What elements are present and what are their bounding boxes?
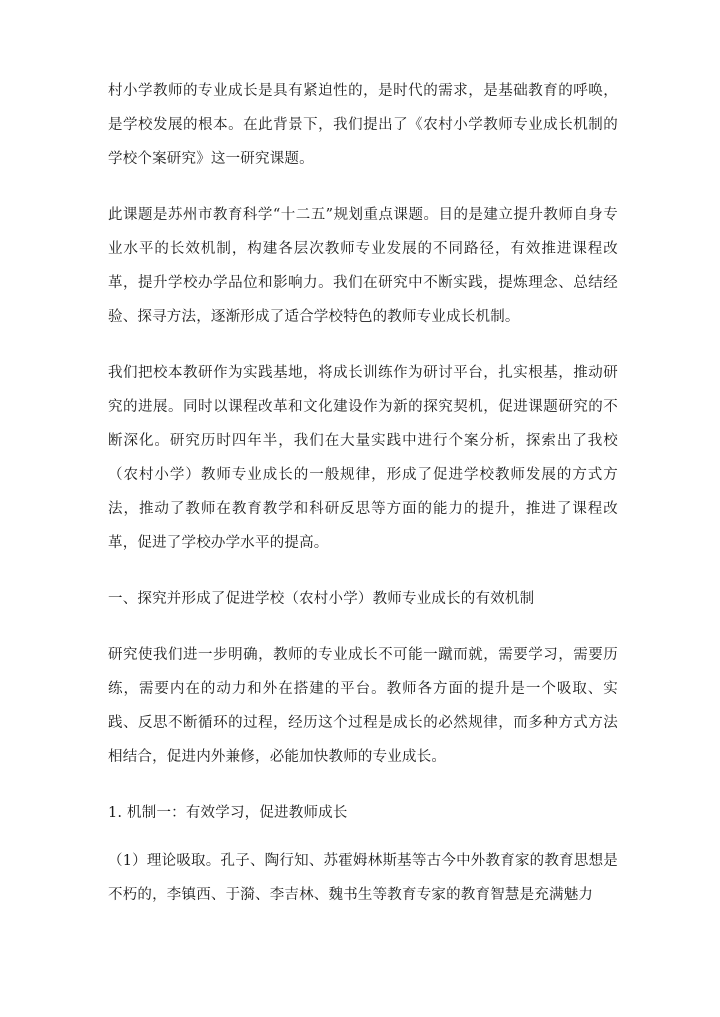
paragraph-theory-learning: （1）理论吸取。孔子、陶行知、苏霍姆林斯基等古今中外教育家的教育思想是不朽的，李镇西、于漪、李吉林、魏书生等教育专家的教育智慧是充满魅力 (108, 853, 618, 903)
document-body (108, 74, 618, 912)
subsection-heading: 1. 机制一：有效学习，促进教师成长 (108, 805, 348, 821)
paragraph-growth-mechanism: 研究使我们进一步明确，教师的专业成长不可能一蹴而就，需要学习，需要历练，需要内在的动力和外在搭建的平台。教师各方面的提升是一个吸取、实践、反思不断循环的过程，经历这个过程是成长的必然规律，而多种方式方法相结合，促进内外兼修，必能加快教师的专业成长。 (108, 647, 618, 765)
paragraph-research-process: 我们把校本教研作为实践基地，将成长训练作为研讨平台，扎实根基，推动研究的进展。同时以课程改革和文化建设作为新的探究契机，促进课题研究的不断深化。研究历时四年半，我们在大量实践中进行个案分析，探索出了我校（农村小学）教师专业成长的一般规律，形成了促进学校教师发展的方式方法，推动了教师在教育教学和科研反思等方面的能力的提升，推进了课程改革，促进了学校办学水平的提高。 (108, 365, 618, 551)
paragraph-background: 村小学教师的专业成长是具有紧迫性的，是时代的需求，是基础教育的呼唤，是学校发展的根本。在此背景下，我们提出了《农村小学教师专业成长机制的学校个案研究》这一研究课题。 (108, 83, 618, 167)
paragraph-project-goal: 此课题是苏州市教育科学“十二五”规划重点课题。目的是建立提升教师自身专业水平的长效机制，构建各层次教师专业发展的不同路径，有效推进课程改革，提升学校办学品位和影响力。我们在研究中不断实践，提炼理念、总结经验、探寻方法，逐渐形成了适合学校特色的教师专业成长机制。 (108, 207, 618, 325)
section-heading: 一、探究并形成了促进学校（农村小学）教师专业成长的有效机制 (108, 591, 535, 607)
